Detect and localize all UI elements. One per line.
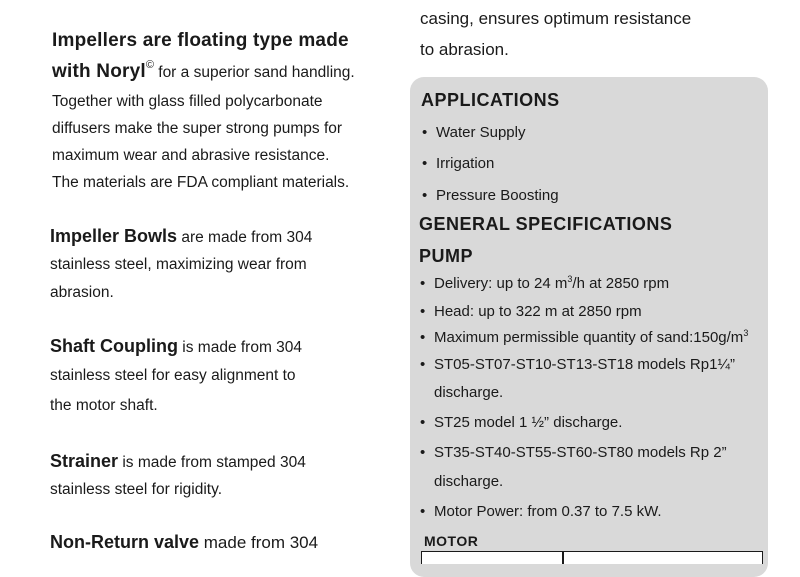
bowls-heading-line (50, 226, 312, 248)
application-item-water-supply (422, 123, 525, 143)
bullet-icon: • (420, 303, 426, 320)
motor-table (421, 551, 763, 564)
motor-power-text: Motor Power: from 0.37 to 7.5 kW. (434, 503, 662, 520)
spec-models-1-cont: discharge. (434, 384, 504, 401)
coupling-line-2: the motor shaft. (50, 397, 158, 414)
impellers-line-1: Together with glass filled polycarbonate (52, 93, 323, 110)
valve-heading: Non-Return valve (50, 532, 200, 552)
bullet-icon: • (422, 187, 428, 204)
valve-tail-text: made from 304 (199, 533, 319, 552)
general-specifications-title: GENERAL SPECIFICATIONS (419, 214, 673, 234)
models-1-text: ST05-ST07-ST10-ST13-ST18 models Rp1¼” (434, 356, 735, 373)
strainer-line-1: stainless steel for rigidity. (50, 481, 222, 498)
models-2-text: ST35-ST40-ST55-ST60-ST80 models Rp 2” (434, 444, 727, 461)
motor-table-divider (562, 552, 564, 564)
head-text: Head: up to 322 m at 2850 rpm (434, 303, 642, 320)
impellers-tail-text: for a superior sand handling. (153, 64, 355, 81)
coupling-line-1: stainless steel for easy alignment to (50, 367, 296, 384)
bullet-icon: • (422, 124, 428, 141)
strainer-tail-text: is made from stamped 304 (118, 454, 306, 471)
valve-heading-line (50, 532, 318, 553)
bowls-line-1: stainless steel, maximizing wear from (50, 256, 307, 273)
coupling-heading: Shaft Coupling (50, 336, 178, 356)
application-item-pressure-boosting (422, 186, 559, 206)
bowls-line-2: abrasion. (50, 284, 114, 301)
bullet-icon: • (420, 444, 426, 461)
coupling-heading-line (50, 336, 302, 358)
impellers-line-4: The materials are FDA compliant materials. (52, 174, 350, 191)
spec-st25 (420, 413, 622, 433)
bowls-tail-text: are made from 304 (177, 229, 313, 246)
bowls-heading: Impeller Bowls (50, 226, 178, 246)
bullet-icon: • (420, 329, 426, 346)
delivery-superscript: 3 (567, 274, 573, 284)
spec-delivery (420, 274, 669, 294)
bullet-icon: • (420, 356, 426, 373)
delivery-text-end: /h at 2850 rpm (572, 275, 670, 292)
applications-title: APPLICATIONS (421, 90, 560, 110)
casing-line-2: to abrasion. (420, 40, 509, 59)
noryl-label: with Noryl (52, 61, 146, 82)
impellers-line-2: diffusers make the super strong pumps for (52, 120, 343, 137)
impellers-heading: Impellers are floating type made (52, 30, 349, 51)
spec-motor-power (420, 502, 662, 522)
st25-text: ST25 model 1 ½” discharge. (434, 414, 623, 431)
application-label: Irrigation (436, 155, 495, 172)
impellers-heading-line2 (52, 61, 355, 83)
application-item-irrigation (422, 154, 494, 174)
bullet-icon: • (420, 275, 426, 292)
spec-head (420, 302, 642, 322)
spec-models-2 (420, 443, 727, 463)
bullet-icon: • (422, 155, 428, 172)
spec-sand (420, 328, 748, 348)
impellers-line-3: maximum wear and abrasive resistance. (52, 147, 330, 164)
bullet-icon: • (420, 503, 426, 520)
pump-title: PUMP (419, 246, 474, 266)
casing-line-1: casing, ensures optimum resistance (420, 9, 692, 28)
motor-title: MOTOR (424, 533, 479, 549)
spec-models-1 (420, 355, 735, 375)
strainer-heading-line (50, 451, 306, 473)
application-label: Water Supply (436, 124, 526, 141)
sand-superscript: 3 (743, 328, 749, 338)
strainer-heading: Strainer (50, 451, 119, 471)
spec-models-2-cont: discharge. (434, 473, 504, 490)
coupling-tail-text: is made from 304 (177, 339, 303, 356)
copyright-mark: © (145, 59, 154, 71)
sand-text: Maximum permissible quantity of sand:150g/m (434, 329, 744, 346)
bullet-icon: • (420, 414, 426, 431)
delivery-text: Delivery: up to 24 m (434, 275, 568, 292)
application-label: Pressure Boosting (436, 187, 559, 204)
